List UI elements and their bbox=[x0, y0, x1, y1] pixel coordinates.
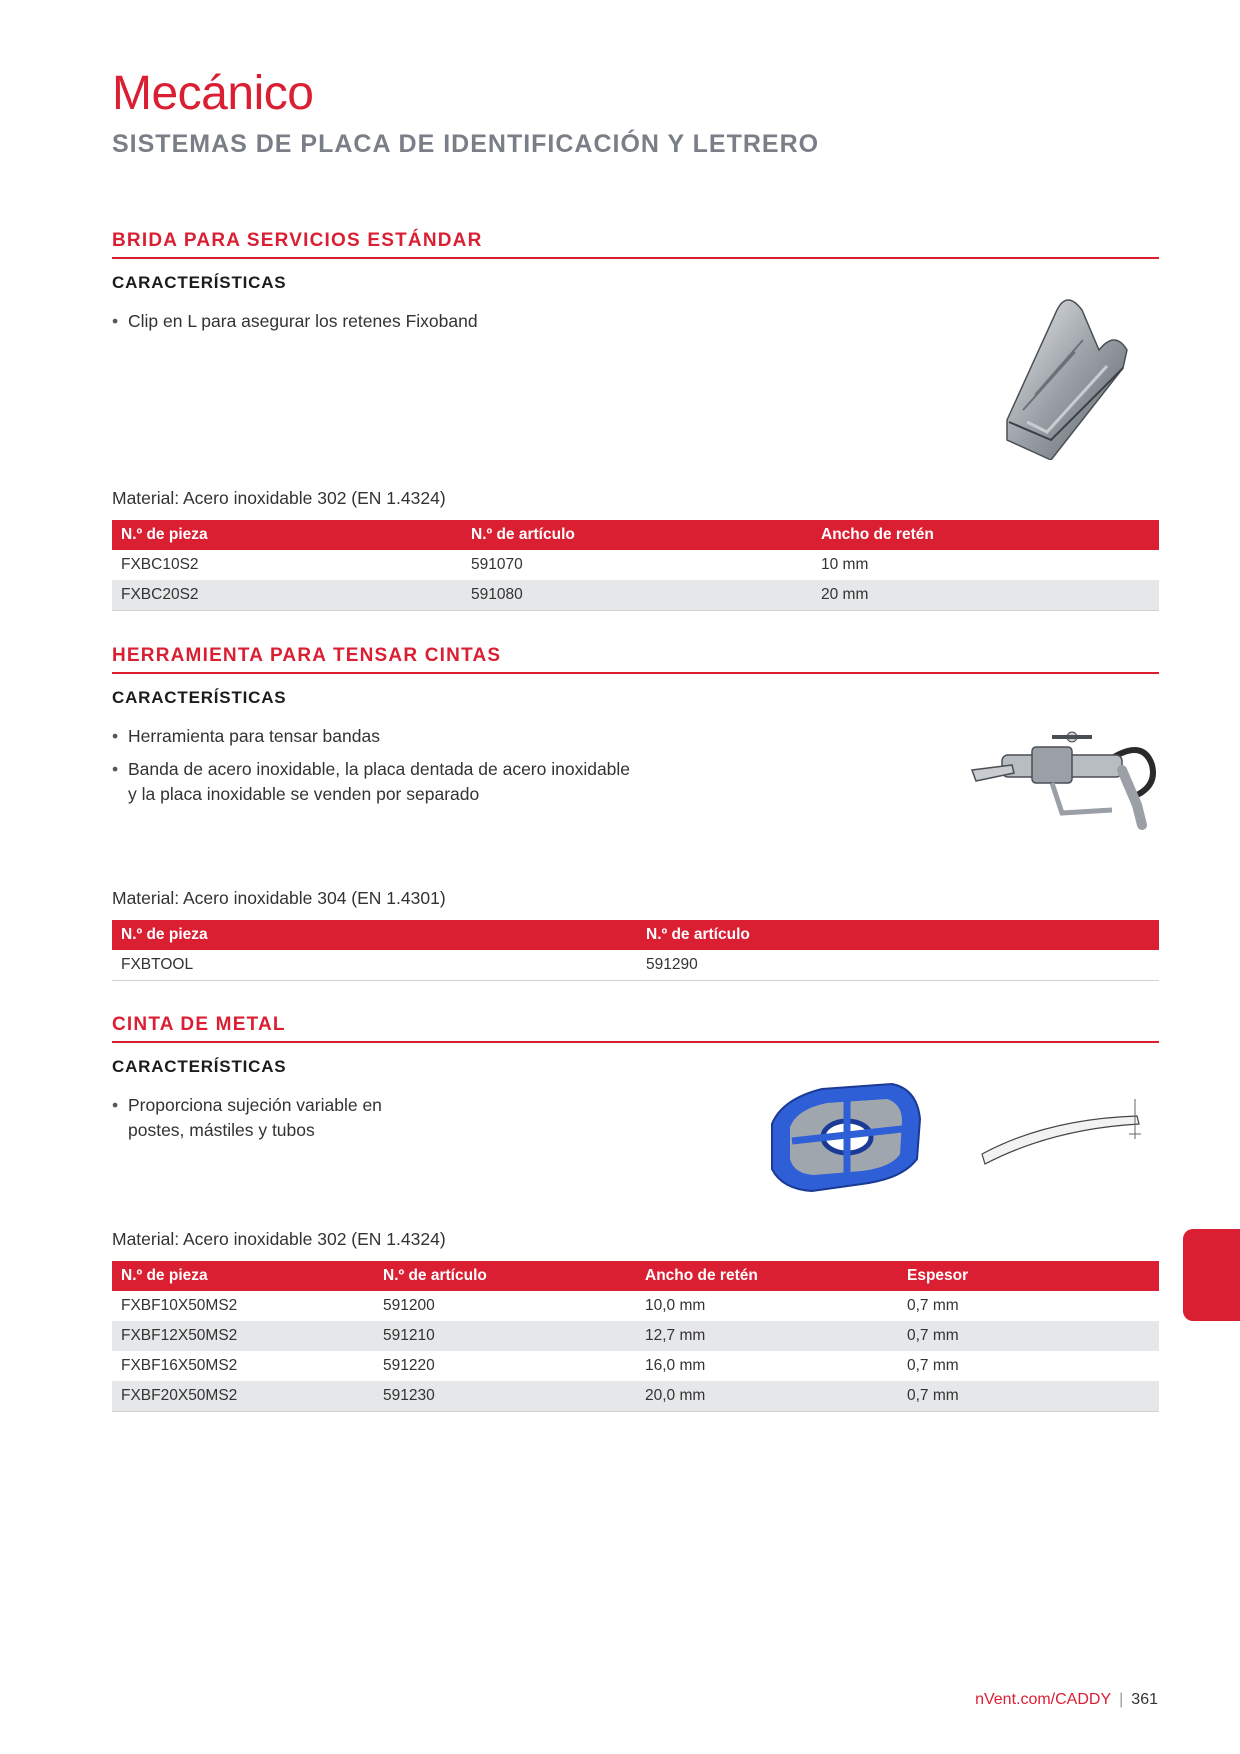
column-header: N.º de pieza bbox=[112, 920, 637, 950]
table-row bbox=[112, 1321, 1159, 1351]
table-cell: 20 mm bbox=[812, 580, 1159, 611]
column-header: Ancho de retén bbox=[812, 520, 1159, 550]
table-cell: 591290 bbox=[637, 950, 1159, 981]
column-header: Espesor bbox=[898, 1261, 1159, 1291]
table-cell: 591210 bbox=[374, 1321, 636, 1351]
table-header-row bbox=[112, 920, 1159, 950]
table-cell: 591220 bbox=[383, 1357, 435, 1374]
metal-band-strip-icon bbox=[977, 1094, 1157, 1179]
table-header-row bbox=[112, 520, 1159, 550]
table-cell: 16,0 mm bbox=[645, 1357, 706, 1374]
section-title: CINTA DE METAL bbox=[112, 1014, 1159, 1043]
table-header-row bbox=[112, 1261, 1159, 1291]
page-number: 361 bbox=[1131, 1691, 1158, 1708]
material-text: Material: Acero inoxidable 302 (EN 1.4324) bbox=[112, 1229, 446, 1249]
features-title: CARACTERÍSTICAS bbox=[112, 273, 287, 292]
table-cell: FXBTOOL bbox=[112, 950, 637, 981]
footer-separator: | bbox=[1119, 1691, 1124, 1708]
column-header: N.º de pieza bbox=[112, 520, 462, 550]
table-cell: 10 mm bbox=[821, 556, 869, 573]
table-cell: FXBF20X50MS2 bbox=[112, 1381, 374, 1412]
features-title: CARACTERÍSTICAS bbox=[112, 688, 287, 707]
section-cinta bbox=[112, 1014, 1159, 1404]
section-title: HERRAMIENTA PARA TENSAR CINTAS bbox=[112, 645, 1159, 674]
column-header: Ancho de retén bbox=[636, 1261, 898, 1291]
section-title: BRIDA PARA SERVICIOS ESTÁNDAR bbox=[112, 230, 1159, 259]
steel-buckle-clip-icon bbox=[987, 290, 1147, 465]
page-title: Mecánico bbox=[112, 67, 314, 120]
table-cell: FXBF10X50MS2 bbox=[121, 1297, 238, 1314]
table-cell: 0,7 mm bbox=[898, 1381, 1159, 1412]
table-cell: 591080 bbox=[462, 580, 812, 611]
footer bbox=[975, 1691, 1158, 1709]
table-cell: 0,7 mm bbox=[907, 1357, 959, 1374]
table-cell: FXBC20S2 bbox=[112, 580, 462, 611]
parts-table bbox=[112, 520, 1159, 611]
material-text: Material: Acero inoxidable 304 (EN 1.4301) bbox=[112, 888, 446, 908]
table-row bbox=[112, 1351, 1159, 1381]
table-cell: 591230 bbox=[374, 1381, 636, 1412]
section-brida bbox=[112, 230, 1159, 603]
band-tensioning-tool-icon bbox=[962, 725, 1162, 840]
table-cell: 0,7 mm bbox=[907, 1297, 959, 1314]
table-cell: 591200 bbox=[383, 1297, 435, 1314]
table-cell: 20,0 mm bbox=[636, 1381, 898, 1412]
metal-band-dispenser-icon bbox=[752, 1079, 932, 1204]
table-row bbox=[112, 1381, 1159, 1412]
footer-site-link[interactable]: nVent.com/CADDY bbox=[975, 1691, 1112, 1708]
table-cell: FXBC10S2 bbox=[121, 556, 199, 573]
chapter-tab bbox=[1183, 1229, 1240, 1321]
page-subtitle: SISTEMAS DE PLACA DE IDENTIFICACIÓN Y LETRERO bbox=[112, 130, 820, 158]
feature-list bbox=[112, 724, 632, 807]
section-herramienta bbox=[112, 645, 1159, 973]
feature-item: • Clip en L para asegurar los retenes Fixoband bbox=[112, 309, 632, 334]
feature-item: • Herramienta para tensar bandas bbox=[112, 724, 632, 749]
column-header: N.º de artículo bbox=[637, 920, 1159, 950]
table-row bbox=[112, 1291, 1159, 1321]
column-header: N.º de artículo bbox=[462, 520, 812, 550]
feature-list bbox=[112, 1093, 412, 1143]
table-row bbox=[112, 550, 1159, 580]
table-cell: 12,7 mm bbox=[636, 1321, 898, 1351]
features-title: CARACTERÍSTICAS bbox=[112, 1057, 287, 1076]
table-row bbox=[112, 580, 1159, 611]
table-cell: 591070 bbox=[471, 556, 523, 573]
table-cell: FXBF16X50MS2 bbox=[121, 1357, 238, 1374]
table-cell: 0,7 mm bbox=[898, 1321, 1159, 1351]
feature-item: • Banda de acero inoxidable, la placa dentada de acero inoxidable y la placa inoxidable se venden por separado bbox=[112, 757, 632, 807]
material-text: Material: Acero inoxidable 302 (EN 1.4324) bbox=[112, 488, 446, 508]
table-row bbox=[112, 950, 1159, 981]
column-header: N.º de pieza bbox=[112, 1261, 374, 1291]
feature-list bbox=[112, 309, 632, 334]
table-cell: 10,0 mm bbox=[645, 1297, 706, 1314]
column-header: N.º de artículo bbox=[374, 1261, 636, 1291]
parts-table bbox=[112, 920, 1159, 981]
parts-table bbox=[112, 1261, 1159, 1412]
feature-item: • Proporciona sujeción variable en postes, mástiles y tubos bbox=[112, 1093, 412, 1143]
table-cell: FXBF12X50MS2 bbox=[112, 1321, 374, 1351]
